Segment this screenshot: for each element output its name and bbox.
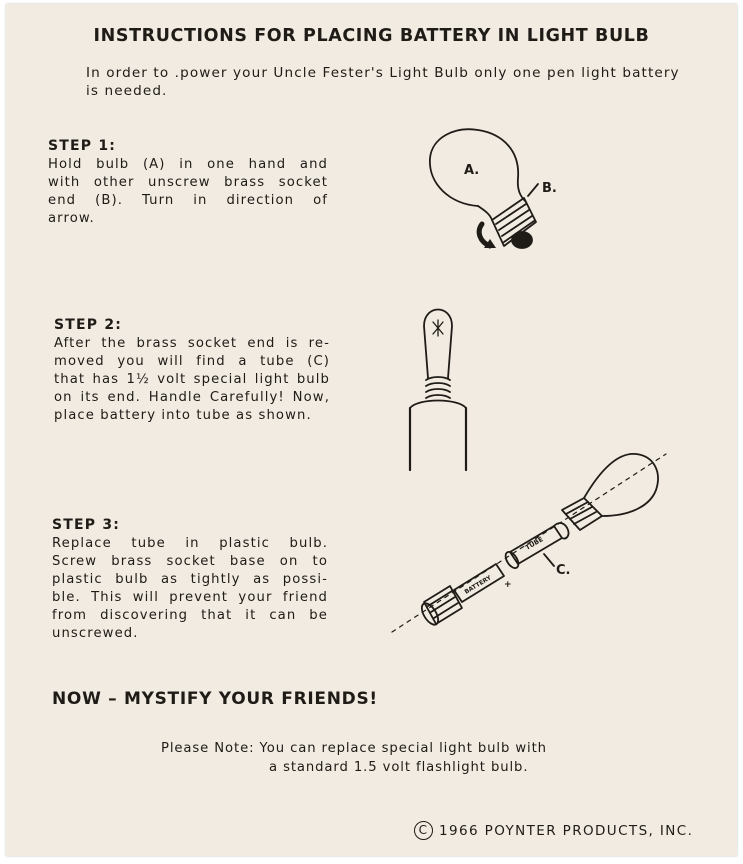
please-note: [161, 739, 547, 777]
step-1-line: with other unscrew brass socket: [48, 175, 328, 190]
step-2-line: on its end. Handle Carefully! Now,: [54, 390, 330, 405]
step-1: [48, 137, 328, 228]
step-3-line: plastic bulb as tightly as possi-: [52, 572, 328, 587]
instruction-card: [6, 4, 737, 856]
step-2-line: that has 1½ volt special light bulb: [54, 372, 330, 387]
note-line-2: a standard 1.5 volt flashlight bulb.: [269, 760, 529, 775]
step-3-line: Screw brass socket base on to: [52, 554, 328, 569]
copyright-notice: [414, 821, 693, 840]
step-3-heading: STEP 3:: [52, 517, 121, 533]
copyright-symbol-icon: C: [414, 821, 433, 840]
step-1-line: Hold bulb (A) in one hand and: [48, 157, 328, 172]
tube-top: [410, 401, 466, 409]
step-3-line: unscrewed.: [52, 626, 139, 641]
step-1-line: arrow.: [48, 211, 95, 226]
battery-label: BATTERY: [463, 574, 493, 596]
step-2: [54, 316, 330, 425]
note-line-1: You can replace special light bulb with: [259, 741, 547, 756]
bulb-filament-icon: [433, 320, 443, 336]
tube-part-icon: [510, 523, 569, 564]
assembly-illustration: [384, 444, 674, 644]
small-bulb-base: [426, 377, 450, 398]
step-3-line: Replace tube in plastic bulb.: [52, 536, 328, 551]
mystify-heading: NOW – MYSTIFY YOUR FRIENDS!: [52, 689, 378, 709]
step-1-line: end (B). Turn in direction of: [48, 193, 328, 208]
copyright-text: 1966 POYNTER PRODUCTS, INC.: [439, 822, 694, 839]
label-c-leader: [544, 554, 554, 566]
step-3-line: ble. This will prevent your friend: [52, 590, 328, 605]
brass-socket-icon: [492, 198, 536, 248]
label-b-leader: [528, 184, 538, 196]
label-a: A.: [464, 163, 480, 178]
step-2-line: moved you will find a tube (C): [54, 354, 330, 369]
tube-label: TUBE: [524, 535, 545, 552]
battery-part-icon: [454, 564, 512, 602]
step-3: [52, 516, 328, 643]
intro-text: In order to .power your Uncle Fester's Light Bulb only one pen light battery is needed.: [86, 65, 680, 99]
battery-plus-label: +: [504, 580, 512, 590]
bulb-socket-icon: [562, 498, 602, 530]
plastic-bulb-outline: [584, 454, 658, 516]
connector-ring: [503, 550, 521, 571]
page-title: INSTRUCTIONS FOR PLACING BATTERY IN LIGHT BULB: [93, 26, 650, 46]
bulb-neck: [478, 206, 492, 220]
unscrew-bulb-illustration: [420, 124, 570, 264]
note-label: Please Note:: [161, 741, 255, 756]
step-1-heading: STEP 1:: [48, 138, 117, 154]
step-3-line: from discovering that it can be: [52, 608, 328, 623]
step-2-line: After the brass socket end is re-: [54, 336, 330, 351]
label-b: B.: [542, 181, 557, 196]
label-c: C.: [556, 563, 571, 578]
step-2-line: place battery into tube as shown.: [54, 408, 312, 423]
step-2-heading: STEP 2:: [54, 317, 123, 333]
